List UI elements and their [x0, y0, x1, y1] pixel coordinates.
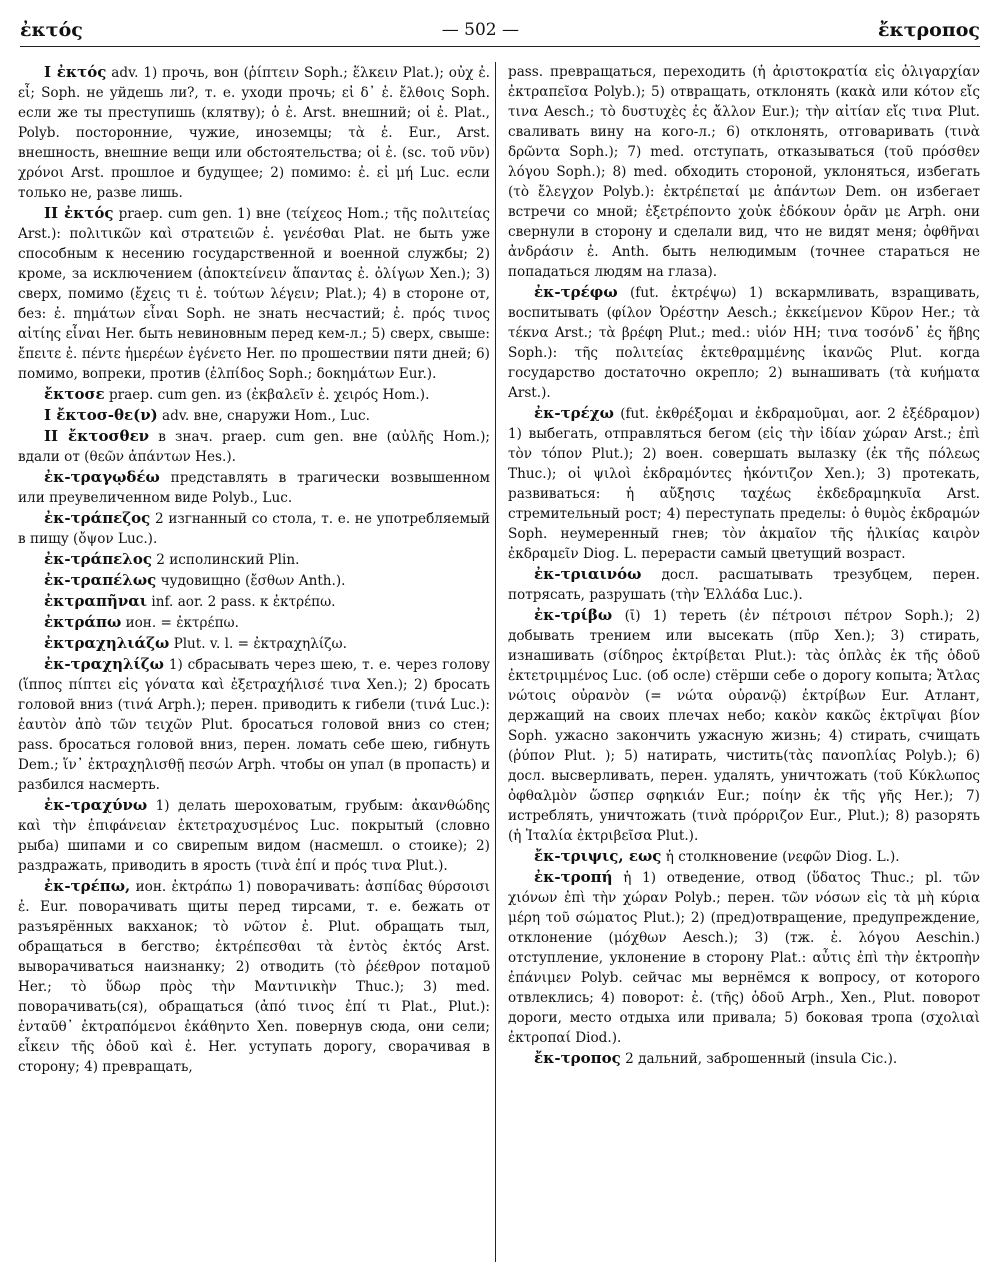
dictionary-entry — [508, 1048, 980, 1069]
header-left-word: ἐκτός — [20, 19, 83, 41]
entry-definition: praep. cum gen. из (ἐκβαλεῖν ἐ. χειρός Hom.). — [108, 387, 430, 403]
entry-headword: ἐκτράπω — [44, 613, 122, 631]
dictionary-entry — [18, 633, 490, 654]
dictionary-entry — [508, 564, 980, 605]
dictionary-entry — [508, 605, 980, 846]
entry-headword: ἐκ-τροπή — [534, 868, 613, 886]
dictionary-entry — [18, 876, 490, 1077]
right-column — [508, 62, 980, 1272]
dictionary-entry — [18, 549, 490, 570]
entry-headword: II ἔκτοσθεν — [44, 427, 150, 445]
column-divider — [495, 62, 496, 1262]
entry-definition: 2 дальний, заброшенный (insula Cic.). — [625, 1051, 898, 1067]
dictionary-entry — [18, 62, 490, 203]
dictionary-entry — [508, 867, 980, 1048]
page-number: — 502 — — [441, 20, 520, 40]
entry-headword: ἐκτραπῆναι — [44, 592, 148, 610]
entry-headword: ἐκ-τρίβω — [534, 606, 613, 624]
entry-definition: 1) сбрасывать через шею, т. е. через голову (ἵππος πίπτει εἰς γόνατα καὶ ἐξετραχήλισέ τινα Xen.); 2) бросать головой вниз (τινά Arph.); перен. приводить к гибели (τινά Luc.): ἑαυτὸν ἀπὸ τῶν τειχῶν Plut. бросаться головой вниз со стен; pass. бросаться головой вниз, перен. ломать себе шею, гибнуть Dem.; ἵν᾽ ἐκτραχηλισθῇ πεσών Arph. чтобы он упал (в пропасть) и разбился насмерть. — [18, 657, 490, 793]
dictionary-entry — [18, 203, 490, 384]
entry-headword: ἐκ-τράπελος — [44, 550, 152, 568]
entry-definition: 1) делать шероховатым, грубым: ἀκανθώδης καὶ τὴν ἐπιφάνειαν ἐκτετραχυσμένος Luc. покрытый (словно рыба) шипами и со свирепым видом (насмешл. о стоике); 2) раздражать, приводить в ярость (τινὰ ἐπί и πρός τινα Plut.). — [18, 798, 490, 874]
entry-definition: 2 исполинский Plin. — [156, 552, 300, 568]
entry-definition: (ῑ) 1) тереть (ἐν πέτροισι πέτρον Soph.); 2) добывать трением или высекать (πῦρ Xen.); 3) стирать, изнашивать (σίδηρος ἐκτρίβεται Plut.): τὰς ὁπλὰς ἐκ τῆς ὁδοῦ ἐκτετριμμένος Luc. (об осле) стёрши себе о дорогу копыта; Ἄτλας νώτοις οὐρανὸν (= νώτα οὐρανῷ) ἐκτρίβων Eur. Атлант, держащий на своих плечах небо; κακὸν κακῶς ἐκτρῖψαι βίον Soph. ужасно закончить ужасную жизнь; 4) стирать, счищать (ῥύπον Plut. ); 5) натирать, чистить(τὰς πανοπλίας Polyb.); 6) досл. высверливать, перен. удалять, уничтожать (τοῦ Κύκλωπος ὀφθαλμὸν ὥσπερ σφηκιάν Eur.; ποίην ἐκ τῆς γῆς Her.); 7) истреблять, уничтожать (τινὰ πρόρριζον Eur., Plut.); 8) разорять (ἡ Ἰταλία ἐκτριβεῖσα Plut.). — [508, 608, 980, 844]
entry-definition: ἡ 1) отведение, отвод (ὕδατος Thuc.; pl. τῶν χιόνων ἐπὶ τὴν χώραν Polyb.; перен. τῶν νόσων εἰς τὰ μὴ κύρια μέρη τοῦ σώματος Plut.); 2) (пред)отвращение, предупреждение, отклонение (μόχθων Aesch.); 3) (тж. ἐ. λόγου Aeschin.) отступление, уклонение в сторону Plat.: αὖτις ἐπὶ τὴν ἐκτροπὴν ἐπάνιμεν Polyb. сейчас мы вернёмся к вопросу, от которого отвлеклись; 4) поворот: ἐ. (τῆς) ὁδοῦ Arph., Xen., Plut. поворот дороги, место отдыха или привала; 5) боковая тропа (σχολιαὶ ἐκτροπαί Diod.). — [508, 870, 980, 1046]
entry-headword: ἐκ-τρέφω — [534, 283, 618, 301]
dictionary-entry — [18, 405, 490, 426]
entry-definition: praep. cum gen. 1) вне (τείχεος Hom.; τῆς πολιτείας Arst.): πολιτικῶν καὶ στρατειῶν ἐ. γενέσθαι Plat. не быть уже способным к несению государственной и военной службы; 2) кроме, за исключением (ἀποκτείνειν ἅπαντας ἐ. ὀλίγων Xen.); 3) сверх, помимо (ἔχεις τι ἐ. τούτων λέγειν; Plat.); 4) в стороне от, без: ἐ. πημάτων εἶναι Soph. не знать несчастий; ἐ. πρός τινος αἰτίης εἶναι Her. быть невиновным перед кем-л.; 5) сверх, свыше: ἔπειτε ἐ. πέντε ἡμερέων ἐγένετο Her. по прошествии пяти дней; 6) помимо, вопреки, против (ἐλπίδος Soph.; δοκημάτων Eur.). — [18, 206, 490, 382]
dictionary-entry — [18, 384, 490, 405]
entry-definition: ἡ столкновение (νεφῶν Diog. L.). — [665, 849, 900, 865]
dictionary-entry — [18, 654, 490, 795]
header-right-word: ἔκτροπος — [877, 19, 980, 41]
entry-definition: представлять в трагически возвышенном или преувеличенном виде Polyb., Luc. — [18, 470, 490, 506]
entry-headword: ἐκ-τραχύνω — [44, 796, 148, 814]
dictionary-entry — [508, 282, 980, 403]
dictionary-entry — [18, 467, 490, 508]
page-header — [20, 14, 980, 47]
entry-headword: I ἐκτός — [44, 63, 107, 81]
dictionary-entry — [18, 426, 490, 467]
entry-headword: ἔκ-τριψις, εως — [534, 847, 662, 865]
entry-headword: ἐκ-τριαινόω — [534, 565, 642, 583]
dictionary-entry — [508, 403, 980, 564]
entry-headword: I ἔκτοσ-θε(ν) — [44, 406, 158, 424]
dictionary-entry — [18, 612, 490, 633]
entry-definition: adv. 1) прочь, вон (ῥίπτειν Soph.; ἕλκειν Plat.); οὐχ ἐ. εἶ; Soph. не уйдешь ли?, т. е. уходи прочь; εἰ δ᾽ ἐ. ἔλθοις Soph. если же ты преступишь (клятву); ὁ ἐ. Arst. внешний; οἱ ἐ. Plat., Polyb. посторонние, чужие, иноземцы; τὰ ἐ. Eur., Arst. внешность, внешние вещи или обстоятельства; οἱ ἐ. (sc. τοῦ νῦν) χρόνοι Arst. прошлое и будущее; 2) помимо: ἐ. εἰ μή Luc. если только не, разве лишь. — [18, 65, 490, 201]
left-column — [18, 62, 490, 1272]
entry-definition: досл. расшатывать трезубцем, перен. потрясать, разрушать (τὴν Ἑλλάδα Luc.). — [508, 567, 980, 603]
entry-headword: ἐκ-τρέχω — [534, 404, 614, 422]
entry-definition: (fut. ἐκτρέψω) 1) вскармливать, взращивать, воспитывать (φίλον Ὀρέστην Aesch.; ἐκκείμενον Κῦρον Her.; τὰ τέκνα Arst.; τὰ βρέφη Plut.; med.: υἱόν НН; τινα τοσόνδ᾽ ἐς ἥβης Soph.): τῆς πολιτείας ἐκτεθραμμένης ἱκανῶς Plut. когда государство достаточно окрепло; 2) вынашивать (τὰ κυήματα Arst.). — [508, 285, 980, 401]
entry-definition: adv. вне, снаружи Hom., Luc. — [162, 408, 370, 424]
dictionary-entry — [508, 62, 980, 282]
entry-headword: ἐκ-τρέπω, — [44, 877, 131, 895]
entry-definition: inf. aor. 2 pass. к ἐκτρέπω. — [151, 594, 336, 610]
entry-headword: ἐκτραχηλιάζω — [44, 634, 170, 652]
dictionary-entry — [508, 846, 980, 867]
entry-headword: ἐκ-τράπεζος — [44, 509, 151, 527]
dictionary-entry — [18, 591, 490, 612]
entry-headword: ἐκ-τραπέλως — [44, 571, 157, 589]
entry-headword: ἐκ-τραγῳδέω — [44, 468, 160, 486]
entry-definition: ион. = ἐκτρέπω. — [125, 615, 239, 631]
entry-definition: pass. превращаться, переходить (ἡ ἀριστοκρατία εἰς ὀλιγαρχίαν ἐκτραπεῖσα Polyb.); 5) отвращать, отклонять (κακὰ или κότον εἴς τινα Aesch.; τὸ δυστυχὲς ἐς ἄλλον Eur.); τὴν αἰτίαν εἴς τινα Plut. сваливать вину на кого-л.; 6) отклонять, отговаривать (τινὰ δρῶντα Soph.); 7) med. отступать, отказываться (τοῦ πρόσθεν λόγου Soph.); 8) med. обходить стороной, уклоняться, избегать (τὸ ἔλεγχον Polyb.): ἐκτρέπεταί με ἁπάντων Dem. он избегает встречи со мной; ἐξετρέποντο χοὐκ ἐδόκουν ὁρᾶν με Arph. они свернули в сторону и сделали вид, что не видят меня; ὀφθῆναι ἀνδράσιν ἐ. Anth. быть нелюдимым (точнее стараться не попадаться людям на глаза). — [508, 64, 980, 280]
dictionary-entry — [18, 508, 490, 549]
entry-headword: II ἐκτός — [44, 204, 114, 222]
entry-definition: (fut. ἐκθρέξομαι и ἐκδραμοῦμαι, aor. 2 ἐξέδραμον) 1) выбегать, отправляться бегом (εἰς τὴν ἰδίαν χώραν Arst.; ἐπὶ τὸν τόπον Plut.); 2) воен. совершать вылазку (ἐκ τῆς πόλεως Thuc.); οἱ ψιλοὶ ἐκδραμόντες ἠκόντιζον Xen.); 3) протекать, развиваться: ἡ αὔξησις ταχέως ἐκδεδραμηκυῖα Arst. стремительный рост; 4) переступать пределы: ὁ θυμὸς ἐκδραμών Soph. неумеренный гнев; τὸν ἀκμαῖον τῆς ἡλικίας καιρὸν ἐκδραμεῖν Diog. L. перерасти самый цветущий возраст. — [508, 406, 980, 562]
entry-definition: чудовищно (ἔσθων Anth.). — [160, 573, 346, 589]
entry-headword: ἔκ-τροπος — [534, 1049, 621, 1067]
entry-definition: в знач. praep. cum gen. вне (αὐλῆς Hom.); вдали от (θεῶν ἀπάντων Hes.). — [18, 429, 490, 465]
entry-headword: ἔκτοσε — [44, 385, 105, 403]
dictionary-entry — [18, 795, 490, 876]
entry-definition: ион. ἐκτράπω 1) поворачивать: ἀσπίδας θύρσοισι ἐ. Eur. поворачивать щиты перед тирсами, т. е. бежать от разъярённых вакханок; τὸ νῶτον ἐ. Plut. обращать тыл, обращаться в бегство; ἐκτρέπεσθαι τὰ ἐντὸς ἐκτός Arst. выворачиваться наизнанку; 2) отводить (τὸ ῥέεθρον ποταμοῦ Her.; τὸ ὕδωρ πρὸς τὴν Μαντινικὴν Thuc.); 3) med. поворачивать(ся), обращаться (ἀπό τινος ἐπί τι Plat., Plut.): ἐνταῦθ᾽ ἐκτραπόμενοι ἐκάθηντο Xen. повернув сюда, они сели; εἶκειν τῆς ὁδοῦ καὶ ἐ. Her. уступать дорогу, сворачивая в сторону; 4) превращать, — [18, 879, 490, 1075]
dictionary-entry — [18, 570, 490, 591]
entry-definition: Plut. v. l. = ἐκτραχηλίζω. — [173, 636, 347, 652]
entry-headword: ἐκ-τραχηλίζω — [44, 655, 164, 673]
entry-definition: 2 изгнанный со стола, т. е. не употребляемый в пищу (ὄψον Luc.). — [18, 511, 490, 547]
